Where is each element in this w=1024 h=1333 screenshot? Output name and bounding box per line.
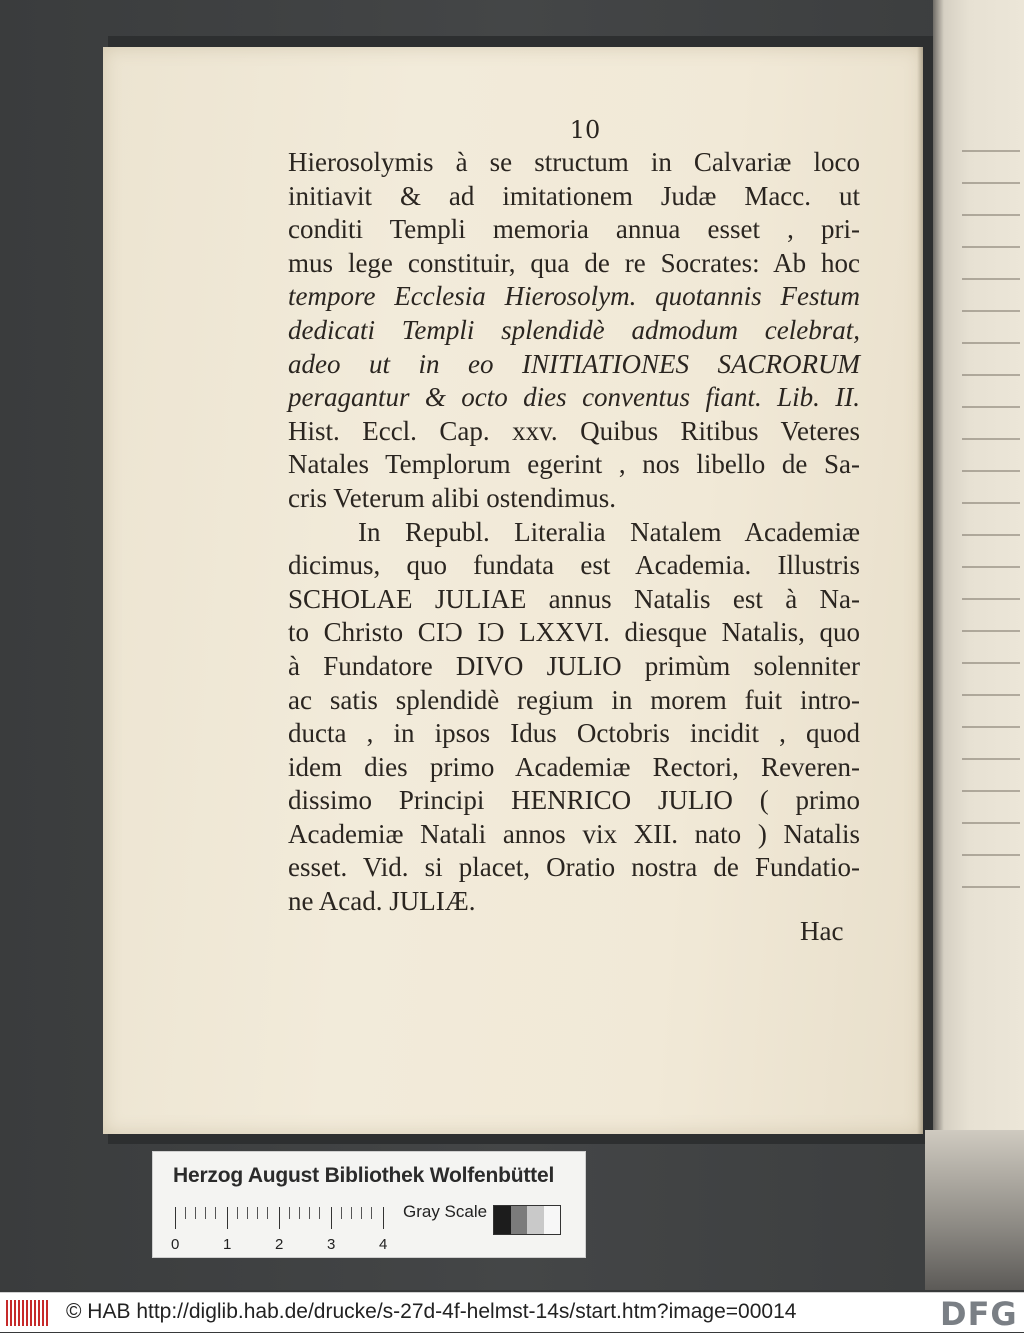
- text-line: SCHOLAE JULIAE annus Natalis est à Na-: [288, 583, 860, 614]
- text-line: dicimus, quo fundata est Academia. Illustris: [288, 550, 860, 581]
- text-line: Natales Templorum egerint , nos libello de Sa-: [288, 449, 860, 480]
- gray-swatch: [544, 1206, 561, 1234]
- text-line: idem dies primo Academiæ Rectori, Reveren-: [288, 751, 860, 782]
- page-text: [288, 146, 860, 919]
- page-number: 10: [569, 116, 601, 144]
- gray-swatch: [527, 1206, 544, 1234]
- catchword: Hac: [800, 916, 844, 946]
- book-spine-shadow: [925, 1130, 1024, 1290]
- scale-ruler: [175, 1207, 385, 1233]
- scale-numbers: [169, 1236, 399, 1254]
- text-line: ac satis splendidè regium in morem fuit intro-: [288, 684, 860, 715]
- hab-barcode-icon: [6, 1300, 50, 1326]
- gray-swatch: [511, 1206, 528, 1234]
- scale-number: 4: [379, 1236, 388, 1253]
- text-line: Hierosolymis à se structum in Calvariæ loco: [288, 147, 860, 177]
- scale-number: 1: [223, 1236, 232, 1253]
- text-line: dissimo Principi HENRICO JULIO ( primo: [288, 785, 860, 816]
- scale-number: 0: [171, 1236, 180, 1253]
- text-line: peragantur & octo dies conventus fiant. Lib. II.: [288, 382, 860, 413]
- copyright-link[interactable]: © HAB http://diglib.hab.de/drucke/s-27d-4f-helmst-14s/start.htm?image=00014: [66, 1300, 797, 1323]
- gray-swatch: [494, 1206, 511, 1234]
- text-line: initiavit & ad imitationem Judæ Macc. ut: [288, 180, 860, 211]
- viewer-footer: [0, 1292, 1024, 1332]
- text-line: adeo ut in eo INITIATIONES SACRORUM: [288, 348, 860, 379]
- text-line: tempore Ecclesia Hierosolym. quotannis Festum: [288, 281, 860, 312]
- dfg-logo: DFG: [940, 1295, 1018, 1333]
- text-line: esset. Vid. si placet, Oratio nostra de Fundatio-: [288, 852, 860, 883]
- text-line: mus lege constituir, qua de re Socrates: Ab hoc: [288, 247, 860, 278]
- text-line: In Republ. Literalia Natalem Academiæ: [358, 516, 860, 547]
- text-line: Hist. Eccl. Cap. xxv. Quibus Ritibus Veteres: [288, 415, 860, 446]
- text-line: ne Acad. JULIÆ.: [288, 886, 476, 917]
- scale-number: 2: [275, 1236, 284, 1253]
- color-target-card: [152, 1151, 586, 1258]
- text-line: cris Veterum alibi ostendimus.: [288, 482, 616, 513]
- text-line: ducta , in ipsos Idus Octobris incidit , quod: [288, 718, 860, 749]
- text-line: dedicati Templi splendidè admodum celebrat,: [288, 314, 860, 345]
- text-line: à Fundatore DIVO JULIO primùm solenniter: [288, 650, 860, 681]
- library-name: Herzog August Bibliothek Wolfenbüttel: [173, 1164, 555, 1187]
- gray-scale-swatches: [493, 1205, 561, 1235]
- facing-page-text: [950, 150, 1024, 950]
- text-line: conditi Templi memoria annua esset , pri-: [288, 214, 860, 245]
- text-line: to Christo CIƆ IƆ LXXVI. diesque Natalis, quo: [288, 617, 860, 648]
- gray-scale-label: Gray Scale: [403, 1202, 488, 1221]
- text-line: Academiæ Natali annos vix XII. nato ) Natalis: [288, 818, 860, 849]
- scale-number: 3: [327, 1236, 336, 1253]
